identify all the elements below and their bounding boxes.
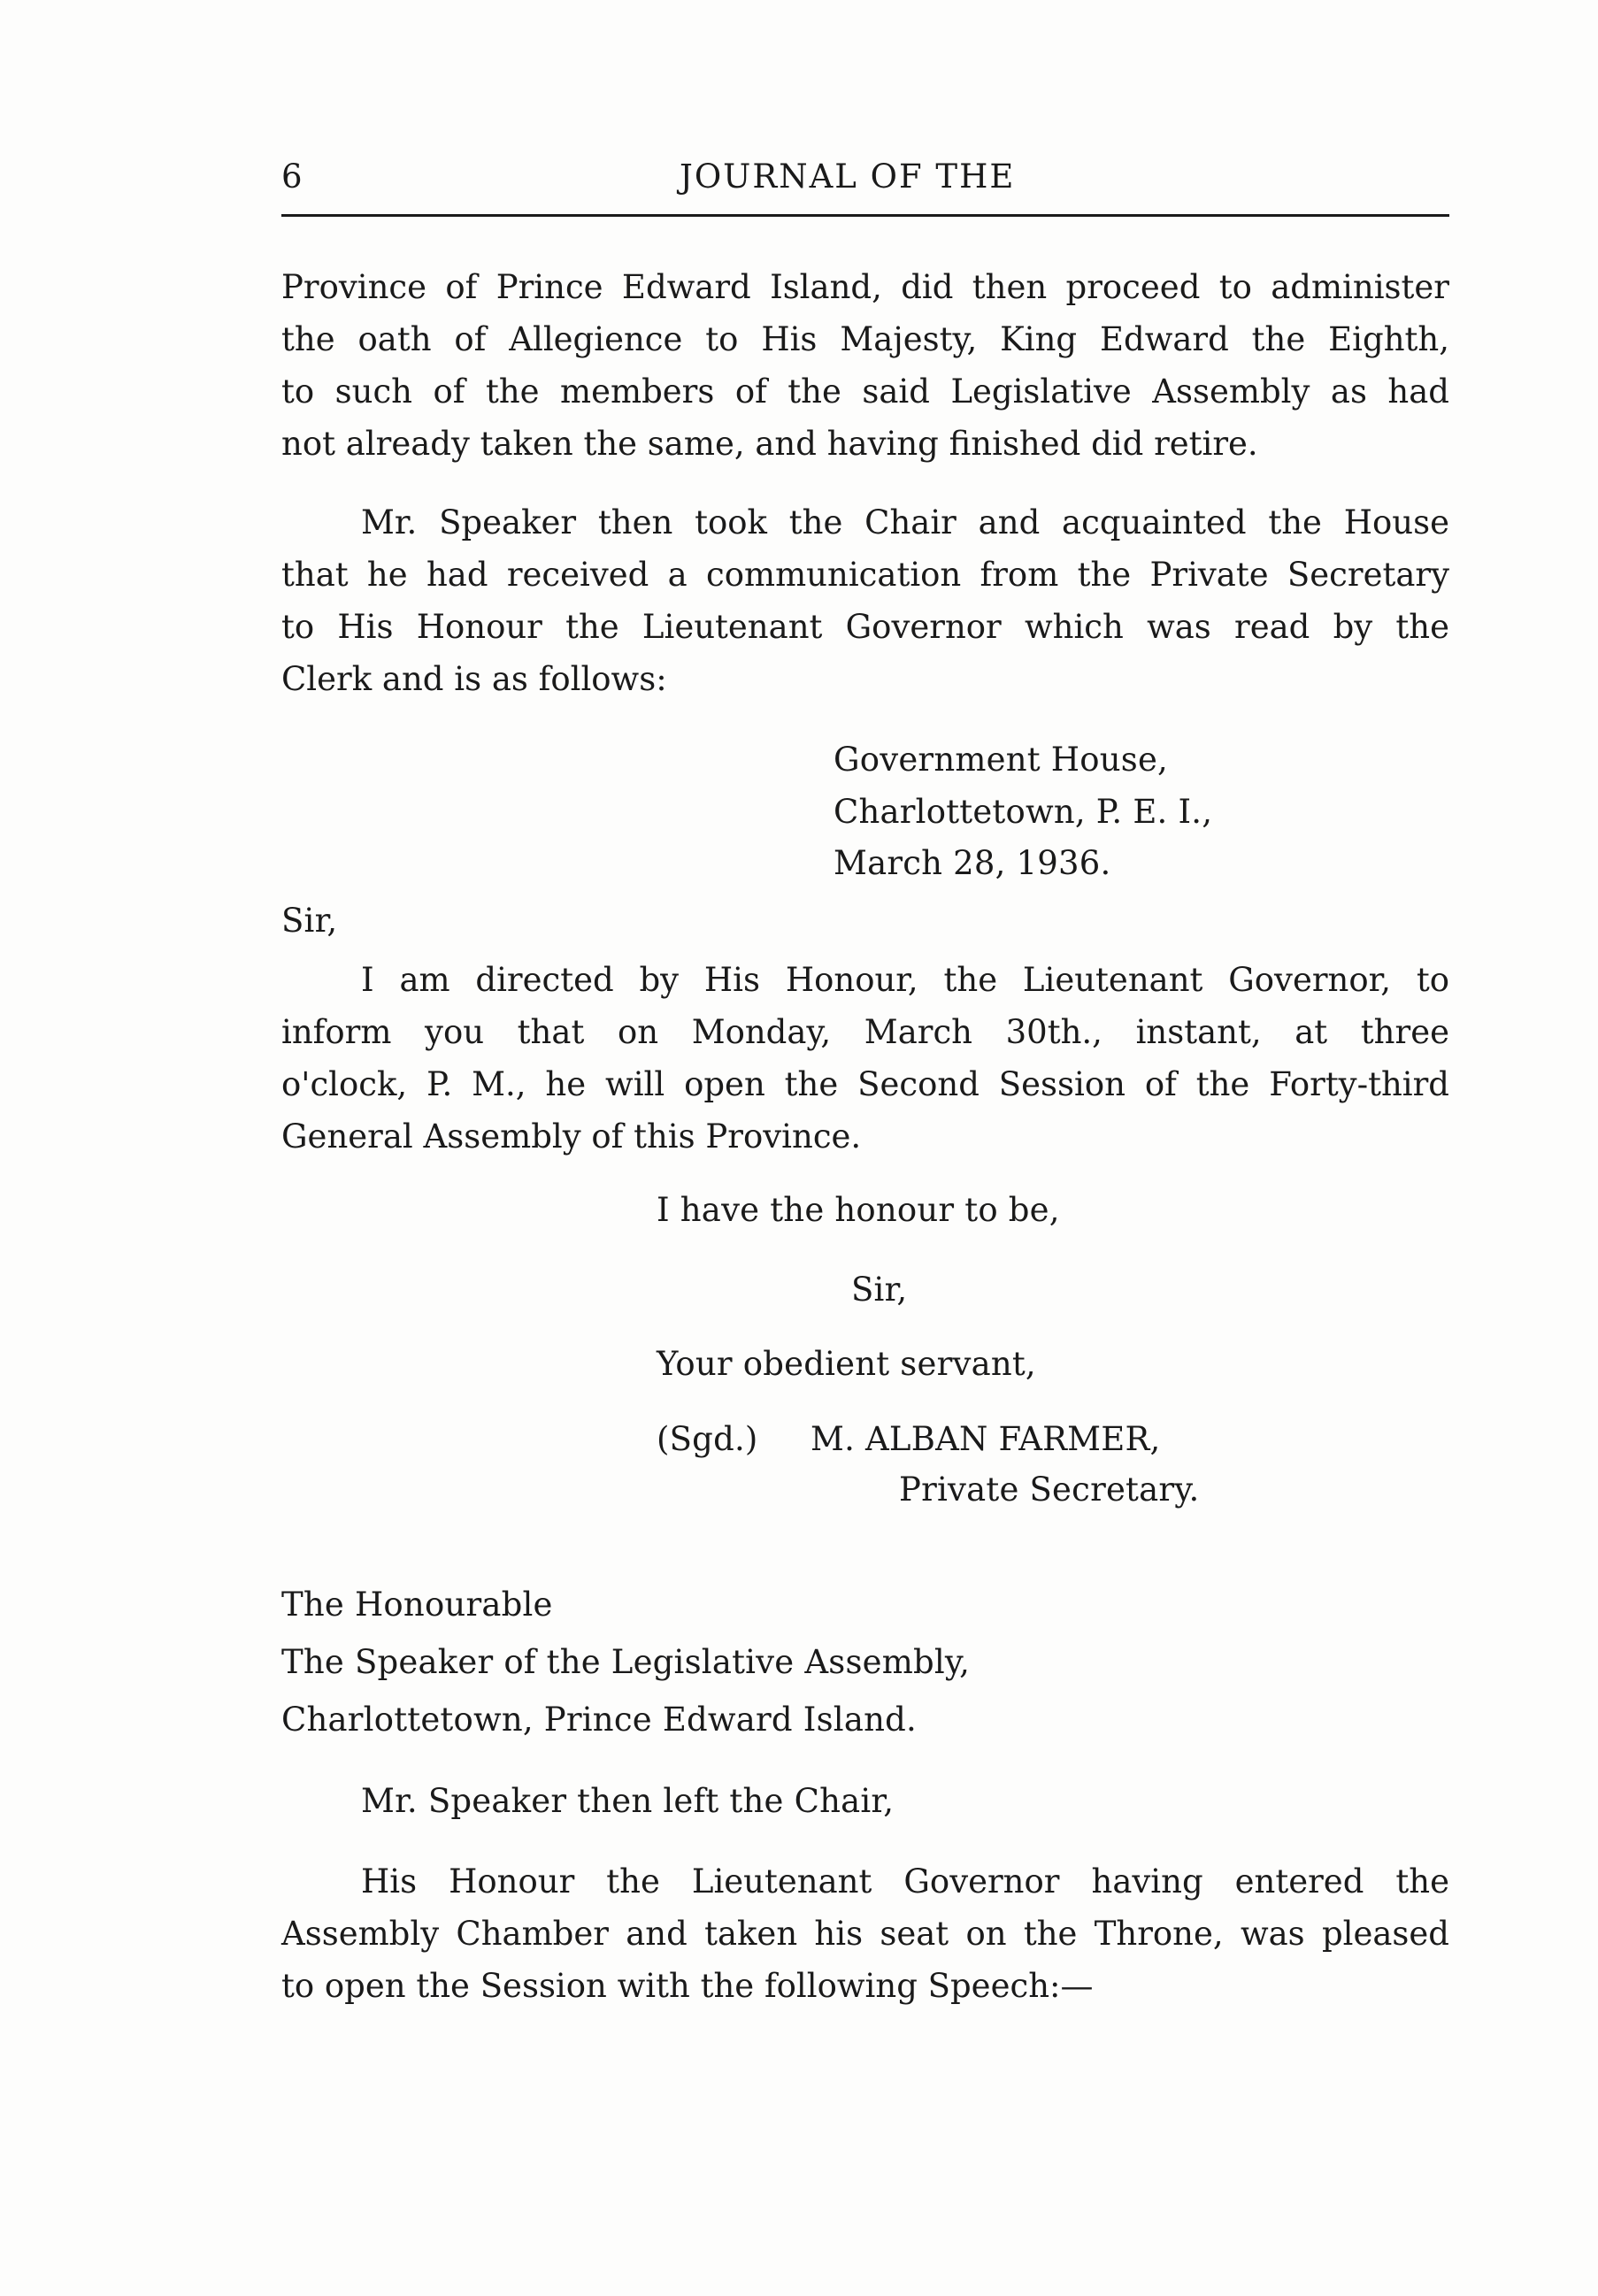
recipient-line: The Honourable: [281, 1586, 553, 1624]
text-line: to His Honour the Lieutenant Governor which was read by the: [281, 608, 1449, 646]
signer-name: M. ALBAN FARMER,: [811, 1420, 1161, 1458]
paragraph-oath: [281, 261, 1449, 470]
running-title: JOURNAL OF THE: [680, 157, 1016, 196]
text-line: Assembly Chamber and taken his seat on the Throne, was pleased: [281, 1915, 1449, 1953]
text-line: Mr. Speaker then took the Chair and acquainted the House: [361, 503, 1449, 541]
letter-closing-servant: Your obedient servant,: [657, 1345, 1036, 1383]
letter-address-line: Charlottetown, P. E. I.,: [834, 793, 1213, 831]
header-rule: [281, 214, 1449, 217]
text-line: the oath of Allegience to His Majesty, King Edward the Eighth,: [281, 320, 1449, 358]
text-line: that he had received a communication from the Private Secretary: [281, 556, 1449, 594]
text-line: His Honour the Lieutenant Governor having entered the: [361, 1862, 1449, 1901]
recipient-line: Charlottetown, Prince Edward Island.: [281, 1701, 917, 1739]
page-number: 6: [281, 157, 303, 196]
text-line: General Assembly of this Province.: [281, 1117, 862, 1156]
text-line: not already taken the same, and having finished did retire.: [281, 425, 1258, 463]
letter-closing-sir: Sir,: [851, 1271, 908, 1309]
text-line: Province of Prince Edward Island, did then proceed to administer: [281, 268, 1449, 306]
letter-address-line: Government House,: [834, 741, 1169, 779]
letter-salutation: Sir,: [281, 902, 338, 940]
recipient-line: The Speaker of the Legislative Assembly,: [281, 1643, 971, 1681]
signer-title: Private Secretary.: [899, 1471, 1200, 1509]
text-line: o'clock, P. M., he will open the Second Session of the Forty-third: [281, 1065, 1449, 1103]
letter-closing: I have the honour to be,: [657, 1191, 1060, 1229]
text-line: to such of the members of the said Legislative Assembly as had: [281, 372, 1449, 411]
text-line: to open the Session with the following Speech:—: [281, 1967, 1094, 2005]
text-line: Clerk and is as follows:: [281, 660, 667, 698]
paragraph-speaker-chair: [281, 496, 1449, 705]
letter-date: March 28, 1936.: [834, 844, 1111, 882]
text-line: inform you that on Monday, March 30th., instant, at three: [281, 1013, 1449, 1051]
signed-prefix: (Sgd.): [657, 1420, 758, 1458]
paragraph-left-chair: Mr. Speaker then left the Chair,: [361, 1782, 895, 1820]
text-line: I am directed by His Honour, the Lieutenant Governor, to: [361, 961, 1449, 999]
paragraph-throne: [281, 1855, 1449, 2012]
letter-body: [281, 954, 1449, 1163]
